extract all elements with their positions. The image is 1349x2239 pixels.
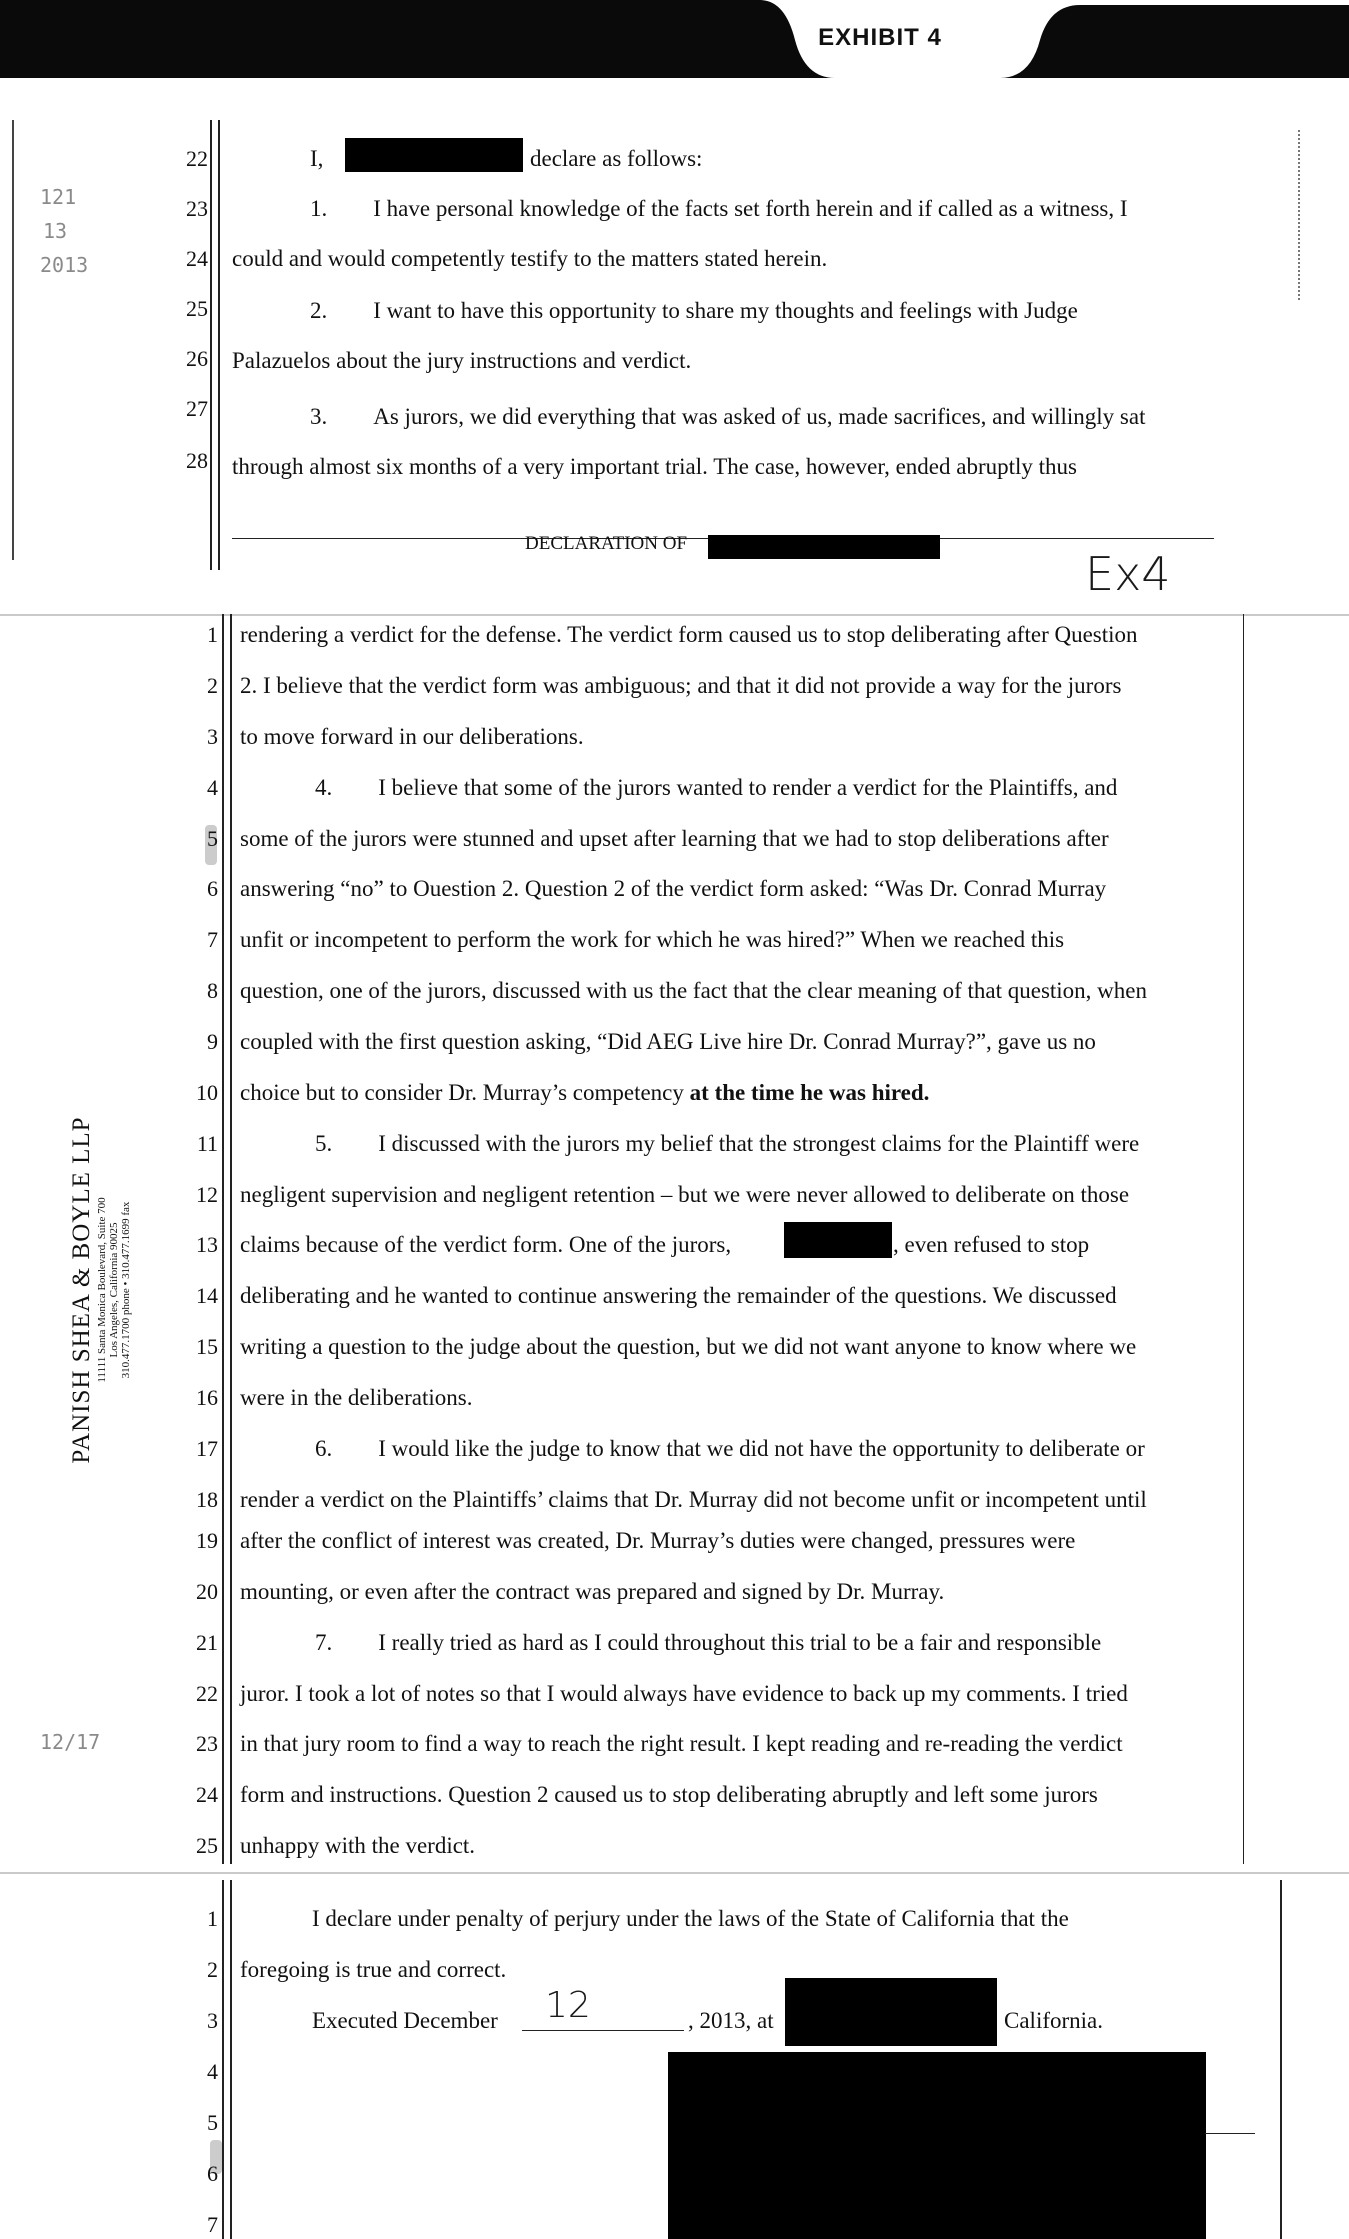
line-number: 23 xyxy=(186,196,208,221)
line-number: 4 xyxy=(207,2059,218,2084)
page-1-right-dots xyxy=(1298,130,1302,300)
line-number: 22 xyxy=(186,146,208,171)
line-text: 3. As jurors, we did everything that was asked of us, made sacrifices, and willingly sat xyxy=(310,404,1146,429)
line-number: 23 xyxy=(196,1731,218,1756)
line-number: 15 xyxy=(196,1334,218,1359)
line-text: foregoing is true and correct. xyxy=(240,1957,507,1982)
redaction-bar xyxy=(785,1978,997,2046)
page-3-right-rule xyxy=(1280,1880,1282,2239)
line-text: deliberating and he wanted to continue answering the remainder of the questions. We discussed xyxy=(240,1283,1117,1308)
declaration-footer-title: DECLARATION OF xyxy=(525,533,688,554)
line-text: rendering a verdict for the defense. The verdict form caused us to stop deliberating after Question xyxy=(240,622,1138,647)
line-text: 5. I discussed with the jurors my belief that the strongest claims for the Plaintiff were xyxy=(315,1131,1140,1156)
line-text: question, one of the jurors, discussed with us the fact that the clear meaning of that question, when xyxy=(240,978,1147,1003)
line-number: 5 xyxy=(207,2110,218,2135)
page-2-right-rule xyxy=(1243,614,1244,1864)
line-number: 16 xyxy=(196,1385,218,1410)
line-text: declare as follows: xyxy=(530,146,703,171)
line-number: 27 xyxy=(186,396,208,421)
line-number: 14 xyxy=(196,1283,218,1308)
line-text: , 2013, at xyxy=(688,2008,774,2033)
line-text: through almost six months of a very important trial. The case, however, ended abruptly thus xyxy=(232,454,1077,479)
line-text: render a verdict on the Plaintiffs’ claims that Dr. Murray did not become unfit or incompetent until xyxy=(240,1487,1147,1512)
line-number: 6 xyxy=(207,2161,218,2186)
date-blank-line xyxy=(522,2030,684,2031)
page-1-left-border xyxy=(12,120,14,560)
line-text: California. xyxy=(1004,2008,1103,2033)
line-text: Executed December xyxy=(312,2008,498,2033)
line-number: 3 xyxy=(207,724,218,749)
line-number: 6 xyxy=(207,876,218,901)
line-text: 2. I want to have this opportunity to share my thoughts and feelings with Judge xyxy=(310,298,1078,323)
line-text: I declare under penalty of perjury under the laws of the State of California that the xyxy=(312,1906,1069,1931)
firm-address: 11111 Santa Monica Boulevard, Suite 700 xyxy=(96,1197,108,1383)
line-number: 7 xyxy=(207,2212,218,2237)
line-number: 21 xyxy=(196,1630,218,1655)
line-text: unfit or incompetent to perform the work for which he was hired?” When we reached this xyxy=(240,927,1065,952)
line-number: 11 xyxy=(196,1131,218,1156)
page-2-margin-rule-inner xyxy=(230,614,232,1864)
line-number: 28 xyxy=(186,448,208,473)
page-3-margin-rule-inner xyxy=(230,1880,232,2239)
line-text-plain: choice but to consider Dr. Murray’s competency xyxy=(240,1080,684,1105)
line-number: 26 xyxy=(186,346,208,371)
line-number: 18 xyxy=(196,1487,218,1512)
line-text: mounting, or even after the contract was prepared and signed by Dr. Murray. xyxy=(240,1579,945,1604)
signature-line xyxy=(1205,2133,1255,2134)
line-text: claims because of the verdict form. One of the jurors, xyxy=(240,1232,732,1257)
line-number: 8 xyxy=(207,978,218,1003)
page-2-margin-stamp: 12/17 xyxy=(40,1730,101,1754)
page-2-margin-rule xyxy=(222,614,224,1864)
line-text: coupled with the first question asking, “Did AEG Live hire Dr. Conrad Murray?”, gave us no xyxy=(240,1029,1096,1054)
line-text: 6. I would like the judge to know that we did not have the opportunity to deliberate or xyxy=(315,1436,1145,1461)
line-text: were in the deliberations. xyxy=(240,1385,473,1410)
page-separator xyxy=(0,614,1349,616)
line-number: 7 xyxy=(207,927,218,952)
handwritten-exhibit-mark: Ex4 xyxy=(1085,547,1171,601)
redaction-bar xyxy=(708,535,940,559)
line-text: after the conflict of interest was created, Dr. Murray’s duties were changed, pressures were xyxy=(240,1528,1076,1553)
line-number: 12 xyxy=(196,1182,218,1207)
line-number: 1 xyxy=(207,1906,218,1931)
line-text: I, xyxy=(310,146,324,171)
line-number: 4 xyxy=(207,775,218,800)
redaction-signature-block xyxy=(668,2052,1206,2239)
line-number: 25 xyxy=(186,296,208,321)
line-number: 20 xyxy=(196,1579,218,1604)
exhibit-header-bar xyxy=(0,0,1349,82)
firm-phone: 310.477.1700 phone • 310.477.1699 fax xyxy=(120,1201,132,1379)
page-1-margin-rule-inner xyxy=(218,120,220,570)
line-text: , even refused to stop xyxy=(893,1232,1090,1257)
line-text: 2. I believe that the verdict form was ambiguous; and that it did not provide a way for the jurors xyxy=(240,673,1122,698)
line-text: 7. I really tried as hard as I could throughout this trial to be a fair and responsible xyxy=(315,1630,1102,1655)
line-number: 13 xyxy=(196,1232,218,1257)
handwritten-day: 12 xyxy=(545,1985,591,2026)
page-1-margin-rule xyxy=(210,120,212,570)
line-number: 10 xyxy=(196,1080,218,1105)
line-text: negligent supervision and negligent retention – but we were never allowed to deliberate on those xyxy=(240,1182,1130,1207)
line-text: Palazuelos about the jury instructions and verdict. xyxy=(232,348,692,373)
line-text: to move forward in our deliberations. xyxy=(240,724,584,749)
line-number: 19 xyxy=(196,1528,218,1553)
page-separator xyxy=(0,1872,1349,1874)
line-text: could and would competently testify to the matters stated herein. xyxy=(232,246,828,271)
line-number: 2 xyxy=(207,673,218,698)
line-number: 24 xyxy=(186,246,208,271)
line-number: 2 xyxy=(207,1957,218,1982)
line-text: 1. I have personal knowledge of the facts set forth herein and if called as a witness, I xyxy=(310,196,1128,221)
line-text: 4. I believe that some of the jurors wanted to render a verdict for the Plaintiffs, and xyxy=(315,775,1118,800)
line-number: 17 xyxy=(196,1436,218,1461)
line-text: form and instructions. Question 2 caused us to stop deliberating abruptly and left some jurors xyxy=(240,1782,1098,1807)
line-number: 3 xyxy=(207,2008,218,2033)
line-text: answering “no” to Ouestion 2. Question 2 of the verdict form asked: “Was Dr. Conrad Murray xyxy=(240,876,1107,901)
line-number: 24 xyxy=(196,1782,218,1807)
line-text: some of the jurors were stunned and upset after learning that we had to stop deliberations after xyxy=(240,826,1109,851)
line-text xyxy=(240,1080,929,1106)
line-text: writing a question to the judge about the question, but we did not want anyone to know where we xyxy=(240,1334,1137,1359)
line-number: 22 xyxy=(196,1681,218,1706)
page-1-margin-stamp: 121 13 2013 xyxy=(40,185,89,277)
line-text: unhappy with the verdict. xyxy=(240,1833,476,1858)
firm-name: PANISH SHEA & BOYLE LLP xyxy=(68,1116,95,1464)
line-text: in that jury room to find a way to reach the right result. I kept reading and re-reading the verdict xyxy=(240,1731,1123,1756)
line-number: 25 xyxy=(196,1833,218,1858)
line-number: 1 xyxy=(207,622,218,647)
line-text-bold: at the time he was hired. xyxy=(689,1080,930,1105)
line-text: juror. I took a lot of notes so that I would always have evidence to back up my comments. I tried xyxy=(240,1681,1128,1706)
redaction-bar xyxy=(784,1222,892,1258)
page-3-margin-rule xyxy=(222,1880,224,2239)
line-number: 5 xyxy=(207,826,218,851)
redaction-bar xyxy=(345,138,523,172)
line-number: 9 xyxy=(207,1029,218,1054)
firm-city: Los Angeles, California 90025 xyxy=(108,1222,120,1358)
exhibit-label: EXHIBIT 4 xyxy=(818,24,942,51)
